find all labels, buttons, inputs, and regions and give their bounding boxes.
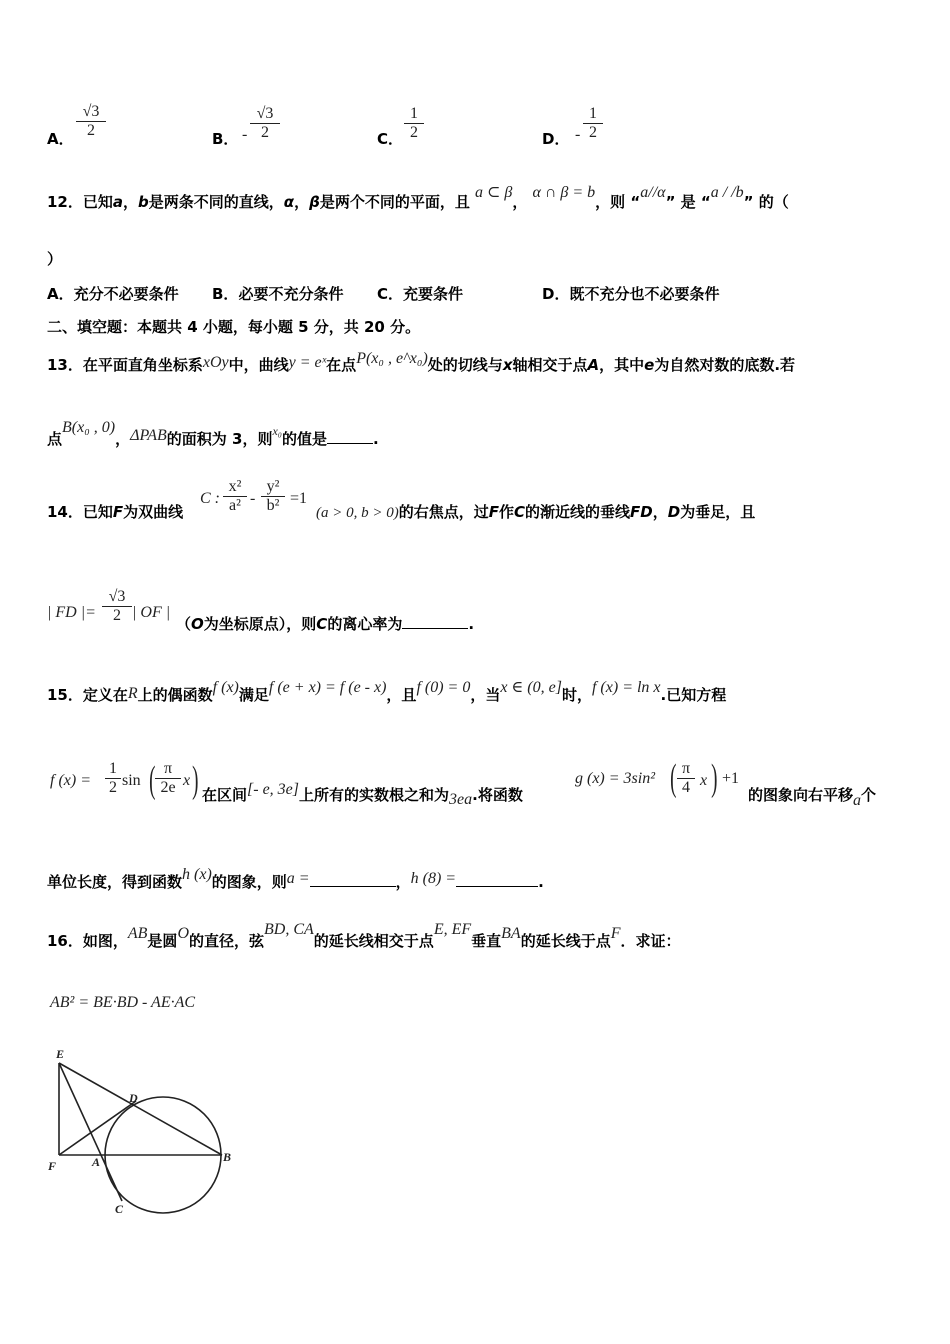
q12-close-paren: ） — [47, 250, 63, 268]
q12-option-b: B．必要不充分条件 — [212, 285, 344, 303]
q11-option-d-label: D． — [542, 130, 570, 148]
fig-label-e: E — [56, 1047, 65, 1061]
q12-option-d: D．既不充分也不必要条件 — [542, 285, 720, 303]
q11-option-c-fraction: $\frac{1}{2}$ — [404, 105, 424, 142]
section-2-heading: 二、填空题：本题共 4 小题，每小题 5 分，共 20 分。 — [47, 318, 421, 336]
q13-answer-blank[interactable] — [327, 429, 373, 444]
q12-math-intersection: α ∩ β = b — [532, 184, 596, 201]
question-12: 12．已知a，b是两条不同的直线，α，β是两个不同的平面，且 a ⊂ β， α ∩ β = b，则 “a//α” 是 “a / /b” 的（ — [47, 184, 789, 211]
q12-math-a-subset-beta: a ⊂ β — [474, 184, 513, 201]
q15-answer-blank-a[interactable] — [310, 872, 396, 887]
q16-proof-formula: AB² = BE·BD - AE·AC — [50, 994, 196, 1011]
q11-option-b-sign: - — [242, 126, 248, 143]
fig-label-b: B — [223, 1150, 232, 1164]
fig-label-a: A — [92, 1155, 101, 1169]
q14-fraction-x2-a2: $\frac{\text{x²}}{\text{a²}}$ — [223, 478, 247, 515]
q16-geometry-figure — [40, 1045, 250, 1220]
q14-answer-blank[interactable] — [402, 614, 468, 629]
q11-option-b-fraction: $\frac{√3}{2}$ — [250, 105, 280, 142]
fig-label-d: D — [129, 1091, 138, 1105]
q11-option-d-fraction: $\frac{1}{2}$ — [583, 105, 603, 142]
q11-option-b-label: B． — [212, 130, 239, 148]
q12-math-a-parallel-alpha: a//α — [640, 184, 666, 201]
fig-label-f: F — [48, 1159, 57, 1173]
q15-fraction-pi-4: $\frac{\pi}{4}$ — [677, 760, 695, 797]
q12-option-c: C．充要条件 — [377, 285, 464, 303]
q11-option-c-label: C． — [377, 130, 404, 148]
q11-option-d-sign: - — [575, 126, 581, 143]
q11-option-a-label: A． — [47, 130, 74, 148]
q12-option-a: A．充分不必要条件 — [47, 285, 179, 303]
question-13-line-1: 13．在平面直角坐标系xOy中，曲线y = eˣ在点P(x₀ , e^x₀)处的切线与x轴相交于点A，其中e为自然对数的底数.若 — [47, 350, 796, 374]
q14-fraction-y2-b2: $\frac{\text{y²}}{\text{b²}}$ — [261, 478, 285, 515]
fig-label-c: C — [115, 1202, 124, 1216]
question-13-line-2: 点B(x₀ , 0)，ΔPAB的面积为 3，则$^{x_0}$的值是 . — [47, 419, 379, 448]
q14-fraction-root3-2: $\frac{√3}{2}$ — [102, 588, 132, 625]
q11-option-a-fraction: $\frac{√3}{2}$ — [76, 103, 106, 140]
q15-fraction-pi-2e: $\frac{\pi}{2e}$ — [155, 760, 181, 797]
q15-answer-blank-h8[interactable] — [456, 872, 538, 887]
q15-fraction-half: $\frac{1}{2}$ — [105, 760, 121, 797]
question-16: 16．如图，AB是圆O的直径，弦BD, CA的延长线相交于点E, EF垂直BA的延长线于点F．求证： — [47, 921, 681, 950]
q12-math-a-parallel-b: a / /b — [710, 184, 744, 201]
